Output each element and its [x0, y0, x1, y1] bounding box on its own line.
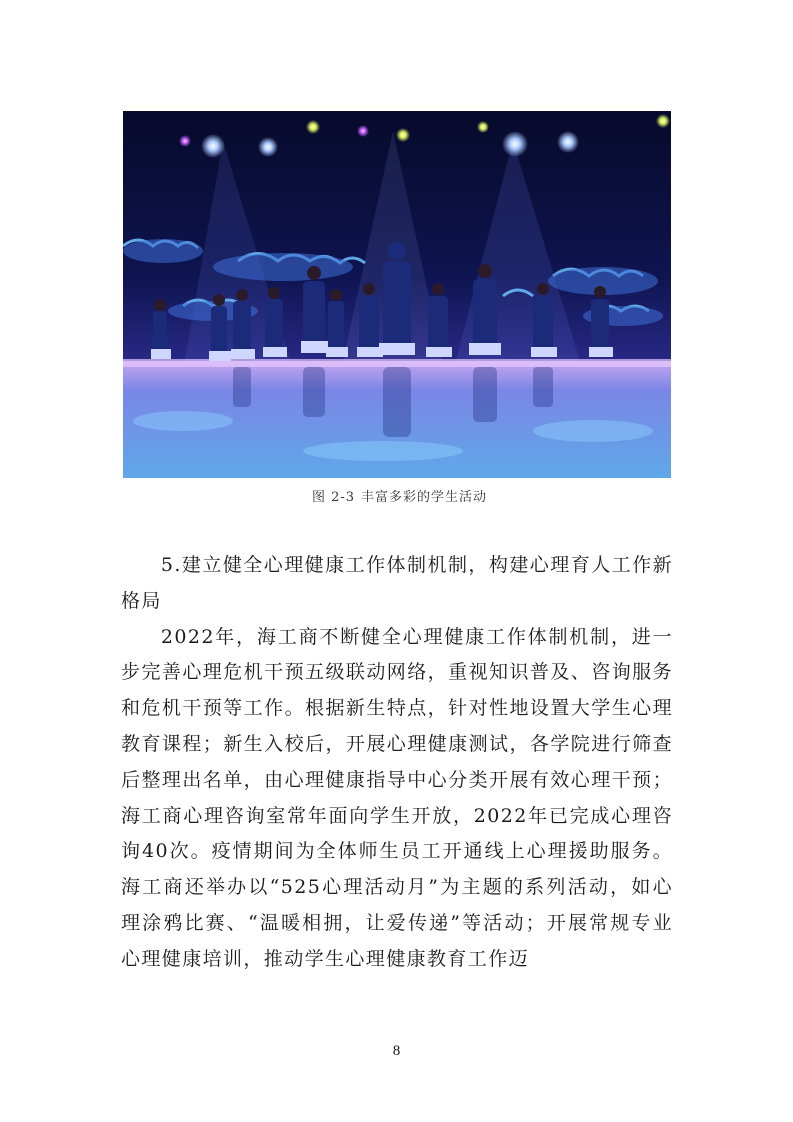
page-number: 8 [392, 1043, 401, 1059]
section-heading: 5.建立健全心理健康工作体制机制，构建心理育人工作新格局 [121, 554, 673, 612]
figure-label: 图 2-3 [311, 490, 356, 505]
body-paragraph: 2022年，海工商不断健全心理健康工作体制机制，进一步完善心理危机干预五级联动网络，重视知识普及、咨询服务和危机干预等工作。根据新生特点，针对性地设置大学生心理教育课程；新生入校后，开展心理健康测试，各学院进行筛查后整理出名单，由心理健康指导中心分类开展有效心理干预；海工商心理咨询室常年面向学生开放，2022年已完成心理咨询40次。疫情期间为全体师生员工开通线上心理援助服务。海工商还举办以“525心理活动月”为主题的系列活动，如心理涂鸦比赛、“温暖相拥，让爱传递”等活动；开展常规专业心理健康培训，推动学生心理健康教育工作迈 [121, 625, 673, 970]
figure-caption [0, 486, 793, 505]
body-text [121, 548, 673, 978]
figure-caption-text: 丰富多彩的学生活动 [361, 490, 488, 505]
stage-performance-photo [123, 111, 671, 478]
